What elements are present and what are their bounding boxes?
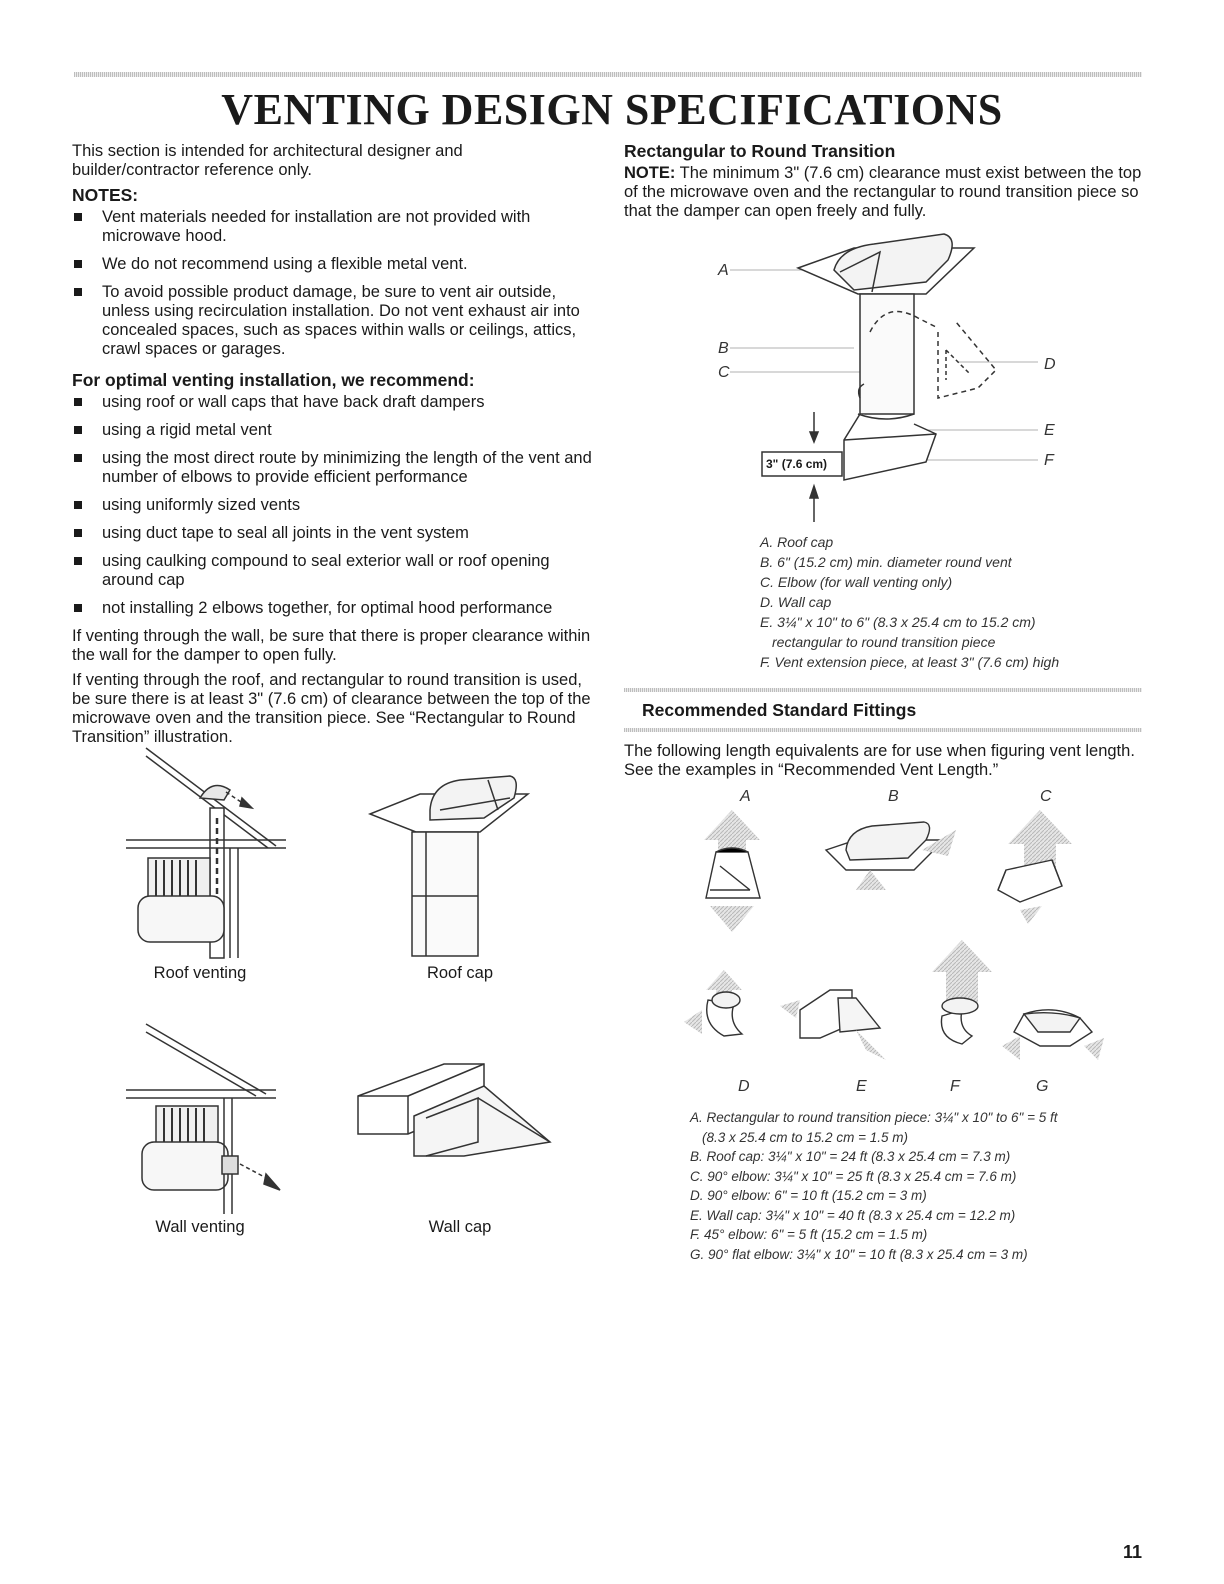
left-column	[72, 142, 592, 753]
list-item: using duct tape to seal all joints in the vent system	[72, 524, 592, 543]
legend-item: F. 45° elbow: 6" = 5 ft (15.2 cm = 1.5 m)	[690, 1227, 928, 1242]
label-b: B	[718, 340, 729, 357]
legend-item: E. 3¼" x 10" to 6" (8.3 x 25.4 cm to 15.2 cm)	[760, 614, 1036, 630]
clearance-label: 3" (7.6 cm)	[766, 457, 828, 471]
list-item: using the most direct route by minimizing the length of the vent and number of elbows to provide efficient performance	[72, 449, 592, 487]
transition-diagram	[730, 228, 1060, 528]
fittings-intro: The following length equivalents are for use when figuring vent length. See the examples in “Recommended Vent Length.”	[624, 742, 1135, 779]
legend-item: B. Roof cap: 3¼" x 10" = 24 ft (8.3 x 25.4 cm = 7.3 m)	[690, 1149, 1011, 1164]
roof-venting-caption: Roof venting	[153, 964, 247, 982]
fitting-letter-c: C	[1040, 788, 1052, 805]
list-item: To avoid possible product damage, be sure to vent air outside, unless using recirculation installation. Do not vent exhaust air into concealed spaces, such as spaces within walls or ceilings, attics, crawl spaces or garages.	[72, 283, 592, 359]
transition-legend	[760, 532, 1059, 672]
notes-list	[72, 208, 592, 359]
list-item: using caulking compound to seal exterior wall or roof opening around cap	[72, 552, 592, 590]
rule	[624, 728, 1142, 732]
fittings-heading: Recommended Standard Fittings	[642, 700, 917, 720]
rule	[624, 688, 1142, 692]
legend-item: C. 90° elbow: 3¼" x 10" = 25 ft (8.3 x 25.4 cm = 7.6 m)	[690, 1168, 1017, 1184]
wall-venting-illustration	[126, 1024, 296, 1214]
fittings-legend	[690, 1108, 1057, 1264]
transition-heading: Rectangular to Round Transition	[624, 141, 896, 161]
wall-cap-illustration	[354, 1056, 554, 1176]
notes-heading: NOTES:	[72, 185, 139, 205]
transition-note-label: NOTE:	[624, 164, 676, 182]
legend-item: A. Rectangular to round transition piece: 3¼" x 10" to 6" = 5 ft	[690, 1110, 1058, 1125]
legend-item: B. 6" (15.2 cm) min. diameter round vent	[760, 554, 1012, 570]
legend-item: F. Vent extension piece, at least 3" (7.6 cm) high	[760, 654, 1060, 670]
label-c: C	[718, 364, 730, 381]
fitting-letter-e: E	[856, 1078, 867, 1095]
label-f: F	[1044, 452, 1054, 469]
transition-note	[624, 164, 1144, 221]
roof-cap-illustration	[370, 770, 530, 960]
legend-item: (8.3 x 25.4 cm to 15.2 cm = 1.5 m)	[702, 1129, 908, 1145]
legend-item: A. Roof cap	[760, 534, 834, 550]
legend-item: D. 90° elbow: 6" = 10 ft (15.2 cm = 3 m)	[690, 1188, 927, 1203]
page-number: 11	[1122, 1542, 1142, 1562]
legend-item: rectangular to round transition piece	[772, 634, 996, 650]
fitting-letter-b: B	[888, 788, 899, 805]
legend-item: G. 90° flat elbow: 3¼" x 10" = 10 ft (8.3 x 25.4 cm = 3 m)	[690, 1246, 1028, 1262]
list-item: Vent materials needed for installation are not provided with microwave hood.	[72, 208, 592, 246]
roof-venting-illustration	[126, 748, 286, 958]
fitting-letter-g: G	[1036, 1078, 1049, 1095]
transition-section	[624, 142, 1144, 227]
roof-cap-caption: Roof cap	[426, 964, 494, 982]
list-item: not installing 2 elbows together, for optimal hood performance	[72, 599, 592, 618]
legend-item: E. Wall cap: 3¼" x 10" = 40 ft (8.3 x 25.4 cm = 12.2 m)	[690, 1207, 1016, 1223]
fitting-letter-a: A	[740, 788, 751, 805]
legend-item: D. Wall cap	[760, 594, 832, 610]
recommend-list	[72, 393, 592, 618]
list-item: using a rigid metal vent	[72, 421, 592, 440]
list-item: using uniformly sized vents	[72, 496, 592, 515]
fittings-heading-bar	[624, 688, 1142, 732]
list-item: using roof or wall caps that have back draft dampers	[72, 393, 592, 412]
wall-cap-caption: Wall cap	[428, 1218, 492, 1236]
label-d: D	[1044, 356, 1056, 373]
fitting-letter-d: D	[738, 1078, 750, 1095]
roof-clearance-text: If venting through the roof, and rectangular to round transition is used, be sure there is at least 3" (7.6 cm) of clearance between the top of the microwave oven and the transition piece. See “Rectangular to Round Transition” illustration.	[72, 671, 591, 746]
wall-clearance-text: If venting through the wall, be sure that there is proper clearance within the wall for the damper to open fully.	[72, 627, 591, 664]
fitting-letter-f: F	[950, 1078, 960, 1095]
page-title: VENTING DESIGN SPECIFICATIONS	[221, 85, 1003, 134]
top-rule	[74, 72, 1142, 77]
label-e: E	[1044, 422, 1055, 439]
wall-venting-caption: Wall venting	[155, 1218, 245, 1236]
intro-text: This section is intended for architectural designer and builder/contractor reference only.	[72, 142, 463, 179]
legend-item: C. Elbow (for wall venting only)	[760, 574, 953, 590]
label-a: A	[718, 262, 729, 279]
recommend-heading: For optimal venting installation, we recommend:	[72, 370, 475, 390]
fittings-illustration	[680, 810, 1110, 1080]
list-item: We do not recommend using a flexible metal vent.	[72, 255, 592, 274]
transition-note-text: The minimum 3" (7.6 cm) clearance must exist between the top of the microwave oven and the rectangular to round transition piece so that the damper can open freely and fully.	[624, 164, 1142, 220]
